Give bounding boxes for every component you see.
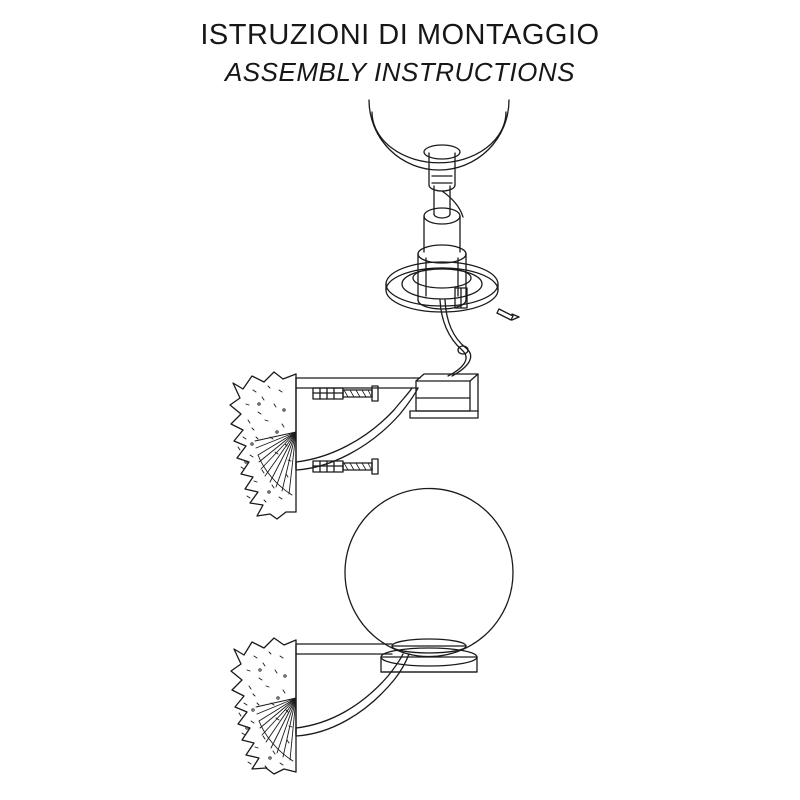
mounting-ring [386,262,498,312]
bracket-arm-exploded [296,374,478,470]
wall-plug-upper [313,388,343,399]
locking-screw [497,309,519,320]
figure-assembled-lamp [231,489,513,775]
wall-section-lower [231,638,296,774]
wall-fan-hatch-upper [255,432,296,495]
figure-lamp-holder-detail [369,30,519,376]
bracket-arm-assembled [296,644,409,736]
glass-globe [345,489,513,657]
screw-lower [343,459,378,474]
figure-bracket-exploded [230,372,478,519]
wall-fan-hatch-lower [256,698,296,761]
page-title-italian: ISTRUZIONI DI MONTAGGIO [200,19,600,51]
wall-section-upper [230,372,296,519]
lamp-holder [418,208,466,309]
wall-texture-upper [238,386,291,502]
page-title-english: ASSEMBLY INSTRUCTIONS [224,56,576,87]
glass-globe-bottom [369,30,509,170]
